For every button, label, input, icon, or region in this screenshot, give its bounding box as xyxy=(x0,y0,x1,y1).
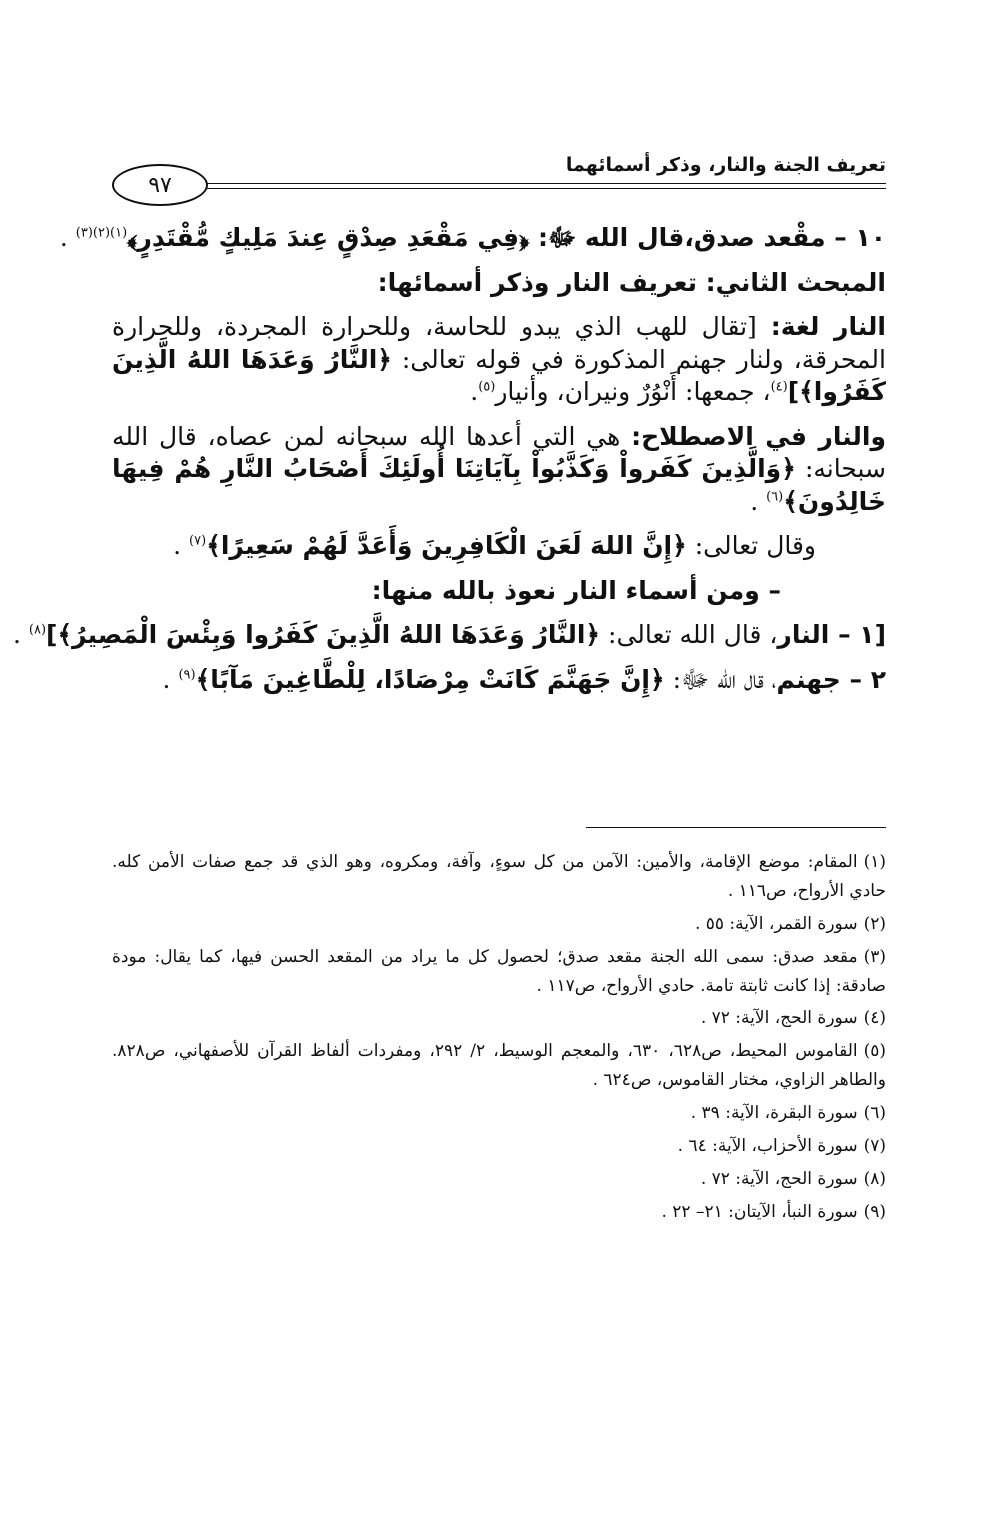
quran-verse: ﴿إِنَّ اللهَ لَعَنَ الْكَافِرِينَ وَأَعَدَّ لَهُمْ سَعِيرًا﴾ xyxy=(206,531,687,560)
running-title: تعريف الجنة والنار، وذكر أسمائهما xyxy=(565,154,886,176)
footnote: (٨)سورة الحج، الآية: ٧٢ . xyxy=(700,1168,886,1189)
item-maqad-sidq-text: ١٠ – مقْعد صدق،قال الله ﷻ: ﴿فِي مَقْعَدِ صِدْقٍ عِندَ مَلِيكٍ مُّقْتَدِرٍ﴾ xyxy=(127,223,886,252)
quran-verse: ﴿إِنَّ جَهَنَّمَ كَانَتْ مِرْصَادًا، لِلْطَّاغِينَ مَآبًا﴾ xyxy=(195,664,665,694)
footnote: (٤)سورة الحج، الآية: ٧٢ . xyxy=(700,1008,886,1029)
header-double-rule xyxy=(200,183,886,189)
footnote: (٣)مقعد صدق: سمى الله الجنة مقعد صدق؛ لحصول كل ما يراد من المقعد الحسن فيها، كما يقال: مودة صادقة: إذا كانت ثابتة تامة. حادي الأرواح، ص١١٧ . xyxy=(112,946,886,996)
quran-verse: ﴿النَّارُ وَعَدَهَا اللهُ الَّذِينَ كَفَرُوا وَبِئْسَ الْمَصِيرُ﴾] xyxy=(46,620,601,649)
istilah-label: والنار في الاصطلاح: xyxy=(631,421,886,451)
page-number: ٩٧ xyxy=(112,164,208,206)
lugha-label: النار لغة: xyxy=(770,312,886,341)
footnote: (١)المقام: موضع الإقامة، والأمين: الآمن من كل سوءٍ، وآفة، ومكروه، وهو الذي قد جمع صفات الأمن كله. حادي الأرواح، ص١١٦ . xyxy=(112,852,886,901)
footnote-refs: (١)(٢)(٣) xyxy=(75,225,128,241)
item-maqad-sidq: ١٠ – مقْعد صدق،قال الله ﷻ: ﴿فِي مَقْعَدِ صِدْقٍ عِندَ مَلِيكٍ مُّقْتَدِرٍ﴾$^{(١)(٢)(٣)}$ . xyxy=(59,223,886,252)
quran-verse: ﴿وَالَّذِينَ كَفَرواْ وَكَذَّبُواْ بِآيَاتِنَا أُولَئِكَ أَصْحَابُ النَّارِ هُمْ فِيهَا خَالِدُونَ﴾ xyxy=(112,454,886,516)
paragraph-istilah: والنار في الاصطلاح: هي التي أعدها الله سبحانه لمن عصاه، قال الله سبحانه: ﴿وَالَّذِينَ كَفَرواْ وَكَذَّبُواْ بِآيَاتِنَا أُولَئِكَ أَصْحَابُ النَّارِ هُمْ فِيهَا خَالِدُونَ﴾$^{(٦)}$ . xyxy=(112,421,886,516)
footnote: (٧)سورة الأحزاب، الآية: ٦٤ . xyxy=(677,1136,886,1157)
name-label: النار xyxy=(777,620,830,649)
page-header xyxy=(112,150,886,202)
footnote: (٩)سورة النبأ، الآيتان: ٢١– ٢٢ . xyxy=(661,1201,886,1222)
footnotes xyxy=(112,848,886,1231)
line-qala: وقال تعالى: ﴿إِنَّ اللهَ لَعَنَ الْكَافِرِينَ وَأَعَدَّ لَهُمْ سَعِيرًا﴾$^{(٧)}$ . xyxy=(173,531,816,560)
name-label: جهنم xyxy=(776,664,841,694)
footnote: (٥)القاموس المحيط، ص٦٢٨، ٦٣٠، والمعجم الوسيط، ٢/ ٢٩٢، ومفردات ألفاظ القرآن للأصفهاني، ص٨٢٨. والطاهر الزاوي، مختار القاموس، ص٦٢٤ . xyxy=(112,1041,887,1091)
main-text xyxy=(12,222,886,696)
footnote: (٦)سورة البقرة، الآية: ٣٩ . xyxy=(690,1103,886,1124)
names-heading: – ومن أسماء النار نعوذ بالله منها: xyxy=(371,575,781,605)
quran-verse: ﴿النَّارُ وَعَدَهَا اللهُ الَّذِينَ كَفَرُوا﴾] xyxy=(112,344,886,406)
section-heading: المبحث الثاني: تعريف النار وذكر أسمائها: xyxy=(377,267,886,297)
list-item: ٢ – جهنم، قال الله ﷻ: ﴿إِنَّ جَهَنَّمَ كَانَتْ مِرْصَادًا، لِلْطَّاغِينَ مَآبًا﴾$^{(٩)}$ . xyxy=(162,664,886,694)
list-item: [١ – النار، قال الله تعالى: ﴿النَّارُ وَعَدَهَا اللهُ الَّذِينَ كَفَرُوا وَبِئْسَ الْمَصِيرُ﴾]$^{(٨)}$ . xyxy=(12,620,886,649)
footnote: (٢)سورة القمر، الآية: ٥٥ . xyxy=(694,913,886,934)
footnote-separator xyxy=(586,827,886,828)
paragraph-lugha: النار لغة: [تقال للهب الذي يبدو للحاسة، وللحرارة المجردة، وللحرارة المحرقة، ولنار جهنم المذكورة في قوله تعالى: ﴿النَّارُ وَعَدَهَا اللهُ الَّذِينَ كَفَرُوا﴾]$^{(٤)}$، جمعها: أَنْوُرٌ ونيران، وأنيار$^{(٥)}$. xyxy=(112,312,886,406)
